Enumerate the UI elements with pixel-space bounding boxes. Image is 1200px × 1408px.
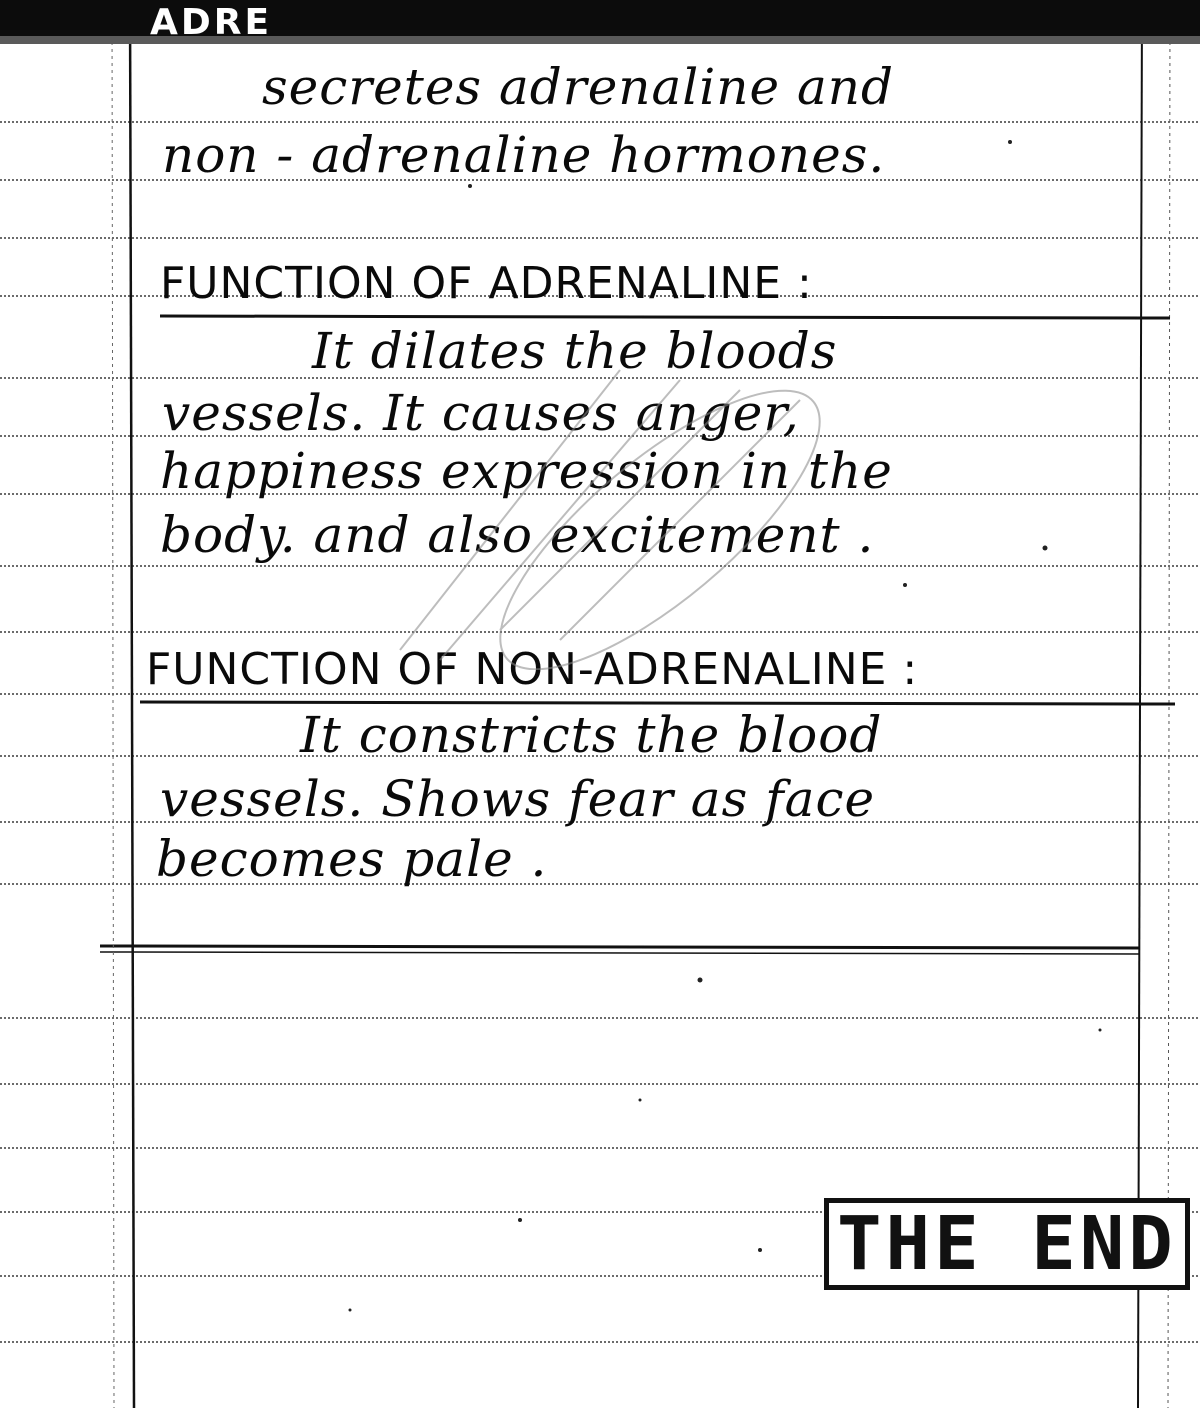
intro-line: secretes adrenaline and xyxy=(262,58,894,116)
section-heading-adrenaline: FUNCTION OF ADRENALINE : xyxy=(160,258,813,309)
body-line: It dilates the bloods xyxy=(312,322,838,380)
top-heading-cutoff: ADRE xyxy=(150,2,273,43)
body-line: It constricts the blood xyxy=(300,706,883,764)
section-heading-non-adrenaline: FUNCTION OF NON-ADRENALINE : xyxy=(146,644,919,695)
intro-line: non - adrenaline hormones. xyxy=(162,126,886,184)
body-line: body. and also excitement . xyxy=(160,506,875,564)
top-banner xyxy=(0,0,1200,44)
body-line: vessels. Shows fear as face xyxy=(160,770,876,828)
body-line: vessels. It causes anger, xyxy=(162,384,800,442)
body-line: becomes pale . xyxy=(156,830,548,888)
body-line: happiness expression in the xyxy=(160,442,893,500)
the-end-stamp: THE END xyxy=(824,1198,1190,1290)
